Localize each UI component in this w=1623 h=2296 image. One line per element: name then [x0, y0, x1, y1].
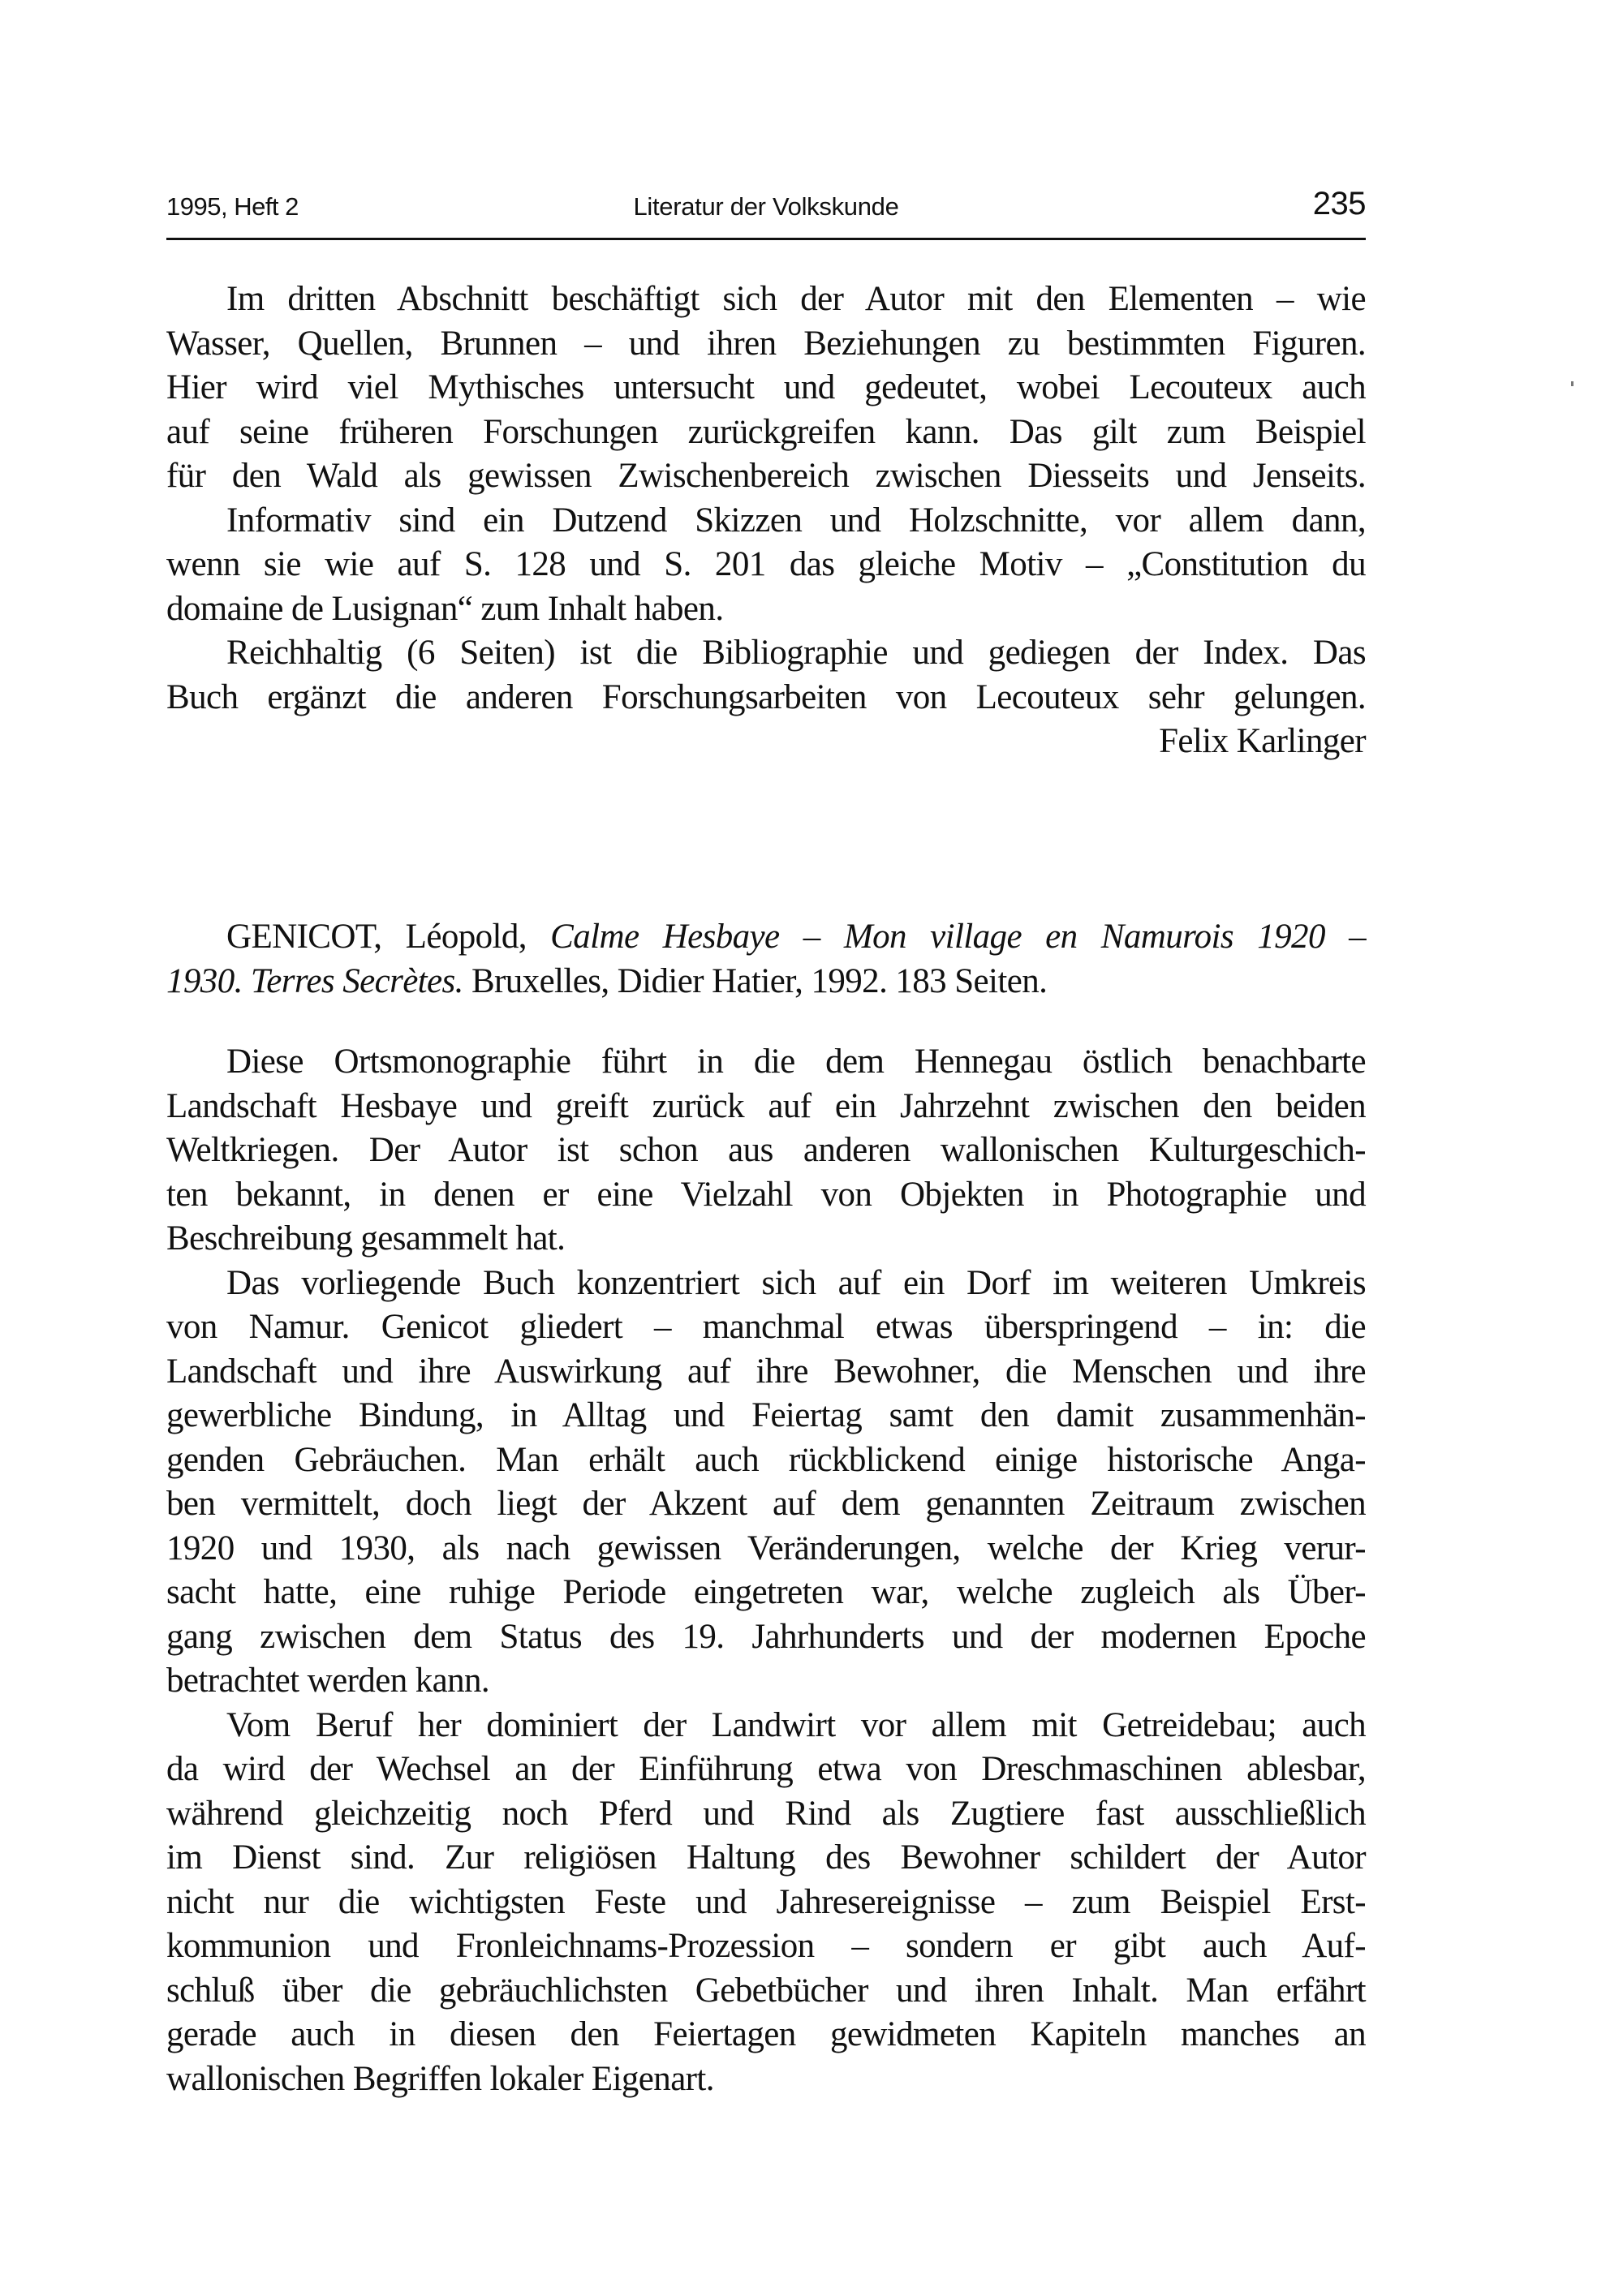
page-number: 235	[1312, 186, 1366, 221]
text-line: auf seine früheren Forschungen zurückgreifen kann. Das gilt zum Beispiel	[166, 412, 1366, 451]
review-2-paragraph-2	[166, 1262, 1366, 1704]
review-1-paragraph-3	[166, 631, 1366, 720]
text-line: betrachtet werden kann.	[166, 1662, 490, 1700]
review-1-paragraph-2	[166, 499, 1366, 632]
text-line: da wird der Wechsel an der Einführung etwa von Dreschmaschinen ablesbar,	[166, 1750, 1366, 1788]
header-journal-section: Literatur der Volkskunde	[633, 192, 899, 221]
running-header	[166, 183, 1366, 231]
citation-title-part-1: Calme Hesbaye – Mon village en Namurois 1920 –	[550, 918, 1366, 956]
citation-title-part-2: 1930. Terres Secrètes.	[166, 961, 463, 1000]
text-line: Diese Ortsmonographie führt in die dem Hennegau östlich benachbarte	[226, 1043, 1366, 1081]
text-line: schluß über die gebräuchlichsten Gebetbücher und ihren Inhalt. Man erfährt	[166, 1971, 1366, 2010]
text-line: wenn sie wie auf S. 128 und S. 201 das gleiche Motiv – „Constitution du	[166, 545, 1366, 583]
citation-line-1	[166, 915, 1366, 960]
review-2-body	[166, 1040, 1366, 2101]
text-line: gerade auch in diesen den Feiertagen gewidmeten Kapiteln manches an	[166, 2015, 1366, 2053]
review-1-paragraph-1	[166, 277, 1366, 499]
text-line: gewerbliche Bindung, in Alltag und Feiertag samt den damit zusammenhän-	[166, 1396, 1366, 1434]
text-line: sacht hatte, eine ruhige Periode eingetreten war, welche zugleich als Über-	[166, 1573, 1366, 1611]
review-2-paragraph-3	[166, 1704, 1366, 2102]
text-line: im Dienst sind. Zur religiösen Haltung des Bewohner schildert der Autor	[166, 1838, 1366, 1877]
text-line: gang zwischen dem Status des 19. Jahrhunderts und der modernen Epoche	[166, 1617, 1366, 1656]
text-line: Landschaft Hesbaye und greift zurück auf ein Jahrzehnt zwischen den beiden	[166, 1086, 1366, 1125]
text-line: Im dritten Abschnitt beschäftigt sich der Autor mit den Elementen – wie	[226, 280, 1366, 318]
text-line: Wasser, Quellen, Brunnen – und ihren Beziehungen zu bestimmten Figuren.	[166, 324, 1366, 363]
review-1-body	[166, 277, 1366, 764]
text-line: Informativ sind ein Dutzend Skizzen und Holzschnitte, vor allem dann,	[226, 501, 1366, 540]
review-2-citation	[166, 915, 1366, 1004]
scan-speck	[1571, 381, 1573, 386]
citation-author: GENICOT, Léopold,	[226, 918, 527, 956]
text-line: kommunion und Fronleichnams-Prozession – sondern er gibt auch Auf-	[166, 1927, 1366, 1965]
text-line: von Namur. Genicot gliedert – manchmal etwas überspringend – in: die	[166, 1308, 1366, 1346]
text-line: ten bekannt, in denen er eine Vielzahl von Objekten in Photographie und	[166, 1175, 1366, 1214]
text-line: Buch ergänzt die anderen Forschungsarbeiten von Lecouteux sehr gelungen.	[166, 677, 1366, 716]
text-line: Reichhaltig (6 Seiten) ist die Bibliographie und gediegen der Index. Das	[226, 634, 1366, 672]
text-line: Das vorliegende Buch konzentriert sich auf ein Dorf im weiteren Umkreis	[226, 1263, 1366, 1302]
text-line: während gleichzeitig noch Pferd und Rind als Zugtiere fast ausschließlich	[166, 1794, 1366, 1833]
review-2-paragraph-1	[166, 1040, 1366, 1262]
header-divider	[166, 238, 1366, 240]
text-line: genden Gebräuchen. Man erhält auch rückblickend einige historische Anga-	[166, 1440, 1366, 1479]
text-line: ben vermittelt, doch liegt der Akzent auf dem genannten Zeitraum zwischen	[166, 1485, 1366, 1523]
citation-line-2	[166, 960, 1366, 1004]
header-issue: 1995, Heft 2	[166, 192, 299, 221]
text-line: 1920 und 1930, als nach gewissen Veränderungen, welche der Krieg verur-	[166, 1529, 1366, 1567]
text-line: Landschaft und ihre Auswirkung auf ihre Bewohner, die Menschen und ihre	[166, 1352, 1366, 1391]
text-line: Beschreibung gesammelt hat.	[166, 1219, 566, 1258]
text-line: wallonischen Begriffen lokaler Eigenart.	[166, 2059, 714, 2098]
text-line: Weltkriegen. Der Autor ist schon aus anderen wallonischen Kulturgeschich-	[166, 1131, 1366, 1169]
text-line: nicht nur die wichtigsten Feste und Jahresereignisse – zum Beispiel Erst-	[166, 1882, 1366, 1921]
citation-publication: Bruxelles, Didier Hatier, 1992. 183 Seiten.	[471, 961, 1048, 1000]
reviewer-signature: Felix Karlinger	[1159, 722, 1366, 760]
text-line: für den Wald als gewissen Zwischenbereich zwischen Diesseits und Jenseits.	[166, 457, 1366, 495]
text-line: domaine de Lusignan“ zum Inhalt haben.	[166, 589, 724, 628]
text-line: Vom Beruf her dominiert der Landwirt vor allem mit Getreidebau; auch	[226, 1705, 1366, 1744]
text-line: Hier wird viel Mythisches untersucht und gedeutet, wobei Lecouteux auch	[166, 368, 1366, 406]
